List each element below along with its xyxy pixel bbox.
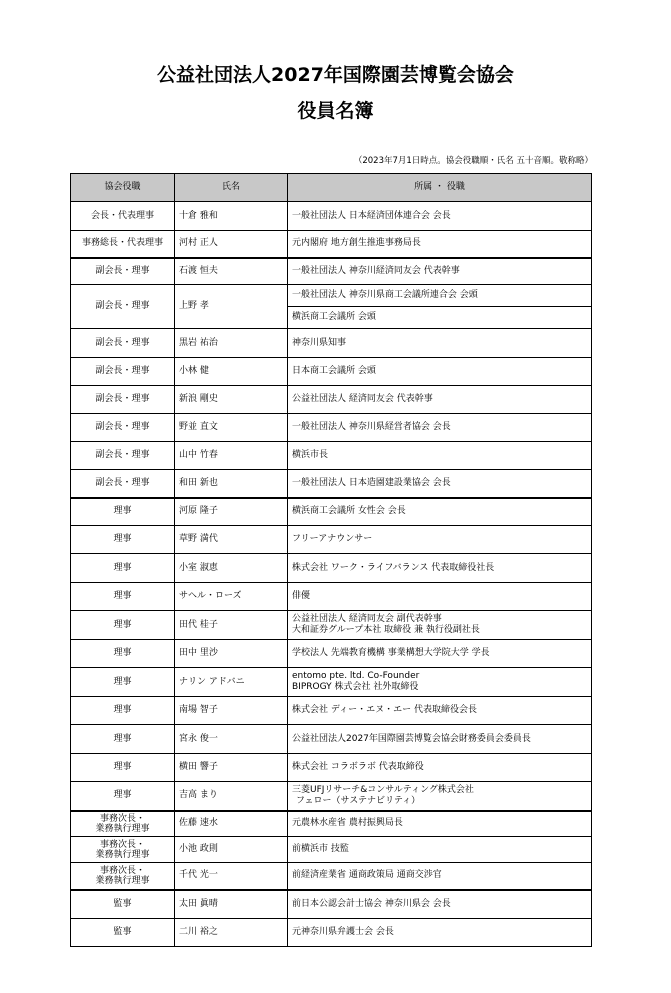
name-cell: 二川 裕之 [175, 919, 288, 947]
affiliation-cell: 一般社団法人 神奈川県経営者協会 会長 [288, 414, 592, 442]
role-cell: 理事 [71, 526, 175, 554]
name-cell: 石渡 恒夫 [175, 258, 288, 285]
affiliation-cell: 元内閣府 地方創生推進事務局長 [288, 231, 592, 258]
affiliation-cell: 学校法人 先端教育機構 事業構想大学院大学 学長 [288, 640, 592, 668]
name-cell: 上野 孝 [175, 285, 288, 329]
table-row [71, 837, 592, 863]
table-header-row [71, 174, 592, 202]
name-cell: 小室 淑恵 [175, 554, 288, 583]
affiliation-cell: 前日本公認会計士協会 神奈川県会 会長 [288, 890, 592, 919]
name-cell: 宮永 俊一 [175, 725, 288, 754]
name-cell: 田代 桂子 [175, 611, 288, 640]
name-cell: 田中 里沙 [175, 640, 288, 668]
table-row [71, 583, 592, 611]
affiliation-cell: 株式会社 ディー・エヌ・エー 代表取締役会長 [288, 697, 592, 725]
name-cell: 和田 新也 [175, 470, 288, 498]
affiliation-cell: 横浜商工会議所 女性会 会長 [288, 498, 592, 526]
table-row [71, 358, 592, 386]
table-row [71, 890, 592, 919]
role-cell: 理事 [71, 640, 175, 668]
name-cell: 十倉 雅和 [175, 202, 288, 231]
name-cell: 佐藤 速水 [175, 811, 288, 837]
role-cell: 監事 [71, 919, 175, 947]
role-cell: 監事 [71, 890, 175, 919]
table-row [71, 386, 592, 414]
date-note: （2023年7月1日時点。協会役職順・氏名 五十音順。敬称略） [353, 156, 593, 166]
table-row [71, 554, 592, 583]
affiliation-cell: 前経済産業省 通商政策局 通商交渉官 [288, 863, 592, 890]
table-row [71, 202, 592, 231]
name-cell: 草野 満代 [175, 526, 288, 554]
document-title: 公益社団法人2027年国際園芸博覧会協会 [157, 64, 514, 86]
table-row [71, 285, 592, 307]
header-role: 協会役職 [71, 174, 175, 202]
role-line: 事務次長・ [99, 839, 145, 850]
role-cell [71, 811, 175, 837]
role-cell [71, 863, 175, 890]
officer-table [70, 173, 592, 947]
role-cell: 理事 [71, 611, 175, 640]
affiliation-cell: 前横浜市 技監 [288, 837, 592, 863]
role-cell: 副会長・理事 [71, 258, 175, 285]
role-cell: 副会長・理事 [71, 442, 175, 470]
table-row [71, 919, 592, 947]
affiliation-cell: 俳優 [288, 583, 592, 611]
affiliation-cell: 元農林水産省 農村振興局長 [288, 811, 592, 837]
affiliation-cell: 一般社団法人 神奈川経済同友会 代表幹事 [288, 258, 592, 285]
affiliation-cell: 一般社団法人 日本造園建設業協会 会長 [288, 470, 592, 498]
role-cell: 会長・代表理事 [71, 202, 175, 231]
role-line: 事務次長・ [99, 813, 145, 824]
affiliation-cell [288, 782, 592, 811]
table-row [71, 442, 592, 470]
header-affiliation: 所属 ・ 役職 [288, 174, 592, 202]
name-cell: 小林 健 [175, 358, 288, 386]
table-row [71, 782, 592, 811]
role-cell: 副会長・理事 [71, 470, 175, 498]
role-cell: 副会長・理事 [71, 329, 175, 358]
affiliation-cell [288, 611, 592, 640]
header-name: 氏名 [175, 174, 288, 202]
role-line: 業務執行理事 [95, 849, 150, 860]
affiliation-line: 三菱UFJリサーチ&コンサルティング株式会社 [292, 784, 474, 795]
table-row [71, 863, 592, 890]
role-cell: 理事 [71, 725, 175, 754]
name-cell: 野並 直文 [175, 414, 288, 442]
affiliation-line: 公益社団法人 経済同友会 副代表幹事 [292, 614, 442, 624]
name-cell: 新浪 剛史 [175, 386, 288, 414]
name-cell: 横田 響子 [175, 754, 288, 782]
affiliation-cell: フリーアナウンサー [288, 526, 592, 554]
table-row [71, 414, 592, 442]
document-subtitle: 役員名簿 [297, 100, 374, 122]
role-cell [71, 837, 175, 863]
role-cell: 副会長・理事 [71, 358, 175, 386]
name-cell: ナリン アドバニ [175, 668, 288, 697]
table-row [71, 754, 592, 782]
table-row [71, 725, 592, 754]
table-row [71, 611, 592, 640]
role-cell: 副会長・理事 [71, 414, 175, 442]
affiliation-cell: 公益社団法人 経済同友会 代表幹事 [288, 386, 592, 414]
affiliation-line: 大和証券グループ本社 取締役 兼 執行役副社長 [292, 625, 480, 635]
role-cell: 事務総長・代表理事 [71, 231, 175, 258]
role-cell: 理事 [71, 697, 175, 725]
table-row [71, 470, 592, 498]
affiliation-cell: 株式会社 ワーク・ライフバランス 代表取締役社長 [288, 554, 592, 583]
affiliation-cell: 元神奈川県弁護士会 会長 [288, 919, 592, 947]
role-cell: 副会長・理事 [71, 386, 175, 414]
affiliation-cell: 横浜商工会議所 会頭 [288, 307, 592, 329]
role-cell: 理事 [71, 583, 175, 611]
name-cell: 太田 眞晴 [175, 890, 288, 919]
table-row [71, 668, 592, 697]
name-cell: 黒岩 祐治 [175, 329, 288, 358]
affiliation-cell: 一般社団法人 神奈川県商工会議所連合会 会頭 [288, 285, 592, 307]
affiliation-cell: 横浜市長 [288, 442, 592, 470]
name-cell: 吉高 まり [175, 782, 288, 811]
affiliation-cell: 一般社団法人 日本経済団体連合会 会長 [288, 202, 592, 231]
name-cell: 小池 政則 [175, 837, 288, 863]
role-cell: 副会長・理事 [71, 285, 175, 329]
name-cell: 河村 正人 [175, 231, 288, 258]
role-cell: 理事 [71, 498, 175, 526]
name-cell: サヘル・ローズ [175, 583, 288, 611]
role-line: 業務執行理事 [95, 875, 150, 886]
name-cell: 千代 光一 [175, 863, 288, 890]
affiliation-cell: 日本商工会議所 会頭 [288, 358, 592, 386]
table-row [71, 329, 592, 358]
table-row [71, 697, 592, 725]
name-cell: 南場 智子 [175, 697, 288, 725]
affiliation-line: BIPROGY 株式会社 社外取締役 [292, 682, 419, 692]
table-row [71, 258, 592, 285]
table-row [71, 526, 592, 554]
role-cell: 理事 [71, 554, 175, 583]
name-cell: 山中 竹春 [175, 442, 288, 470]
role-cell: 理事 [71, 668, 175, 697]
affiliation-cell: 公益社団法人2027年国際園芸博覧会協会財務委員会委員長 [288, 725, 592, 754]
table-row [71, 640, 592, 668]
affiliation-line: フェロー（サステナビリティ） [296, 795, 421, 806]
table-row [71, 498, 592, 526]
table-row [71, 231, 592, 258]
affiliation-cell: 株式会社 コラボラボ 代表取締役 [288, 754, 592, 782]
role-cell: 理事 [71, 754, 175, 782]
table-row [71, 811, 592, 837]
role-line: 事務次長・ [99, 865, 145, 876]
affiliation-cell: 神奈川県知事 [288, 329, 592, 358]
affiliation-line: entomo pte. ltd. Co-Founder [292, 671, 420, 681]
affiliation-cell [288, 668, 592, 697]
role-line: 業務執行理事 [95, 823, 150, 834]
name-cell: 河原 隆子 [175, 498, 288, 526]
role-cell: 理事 [71, 782, 175, 811]
